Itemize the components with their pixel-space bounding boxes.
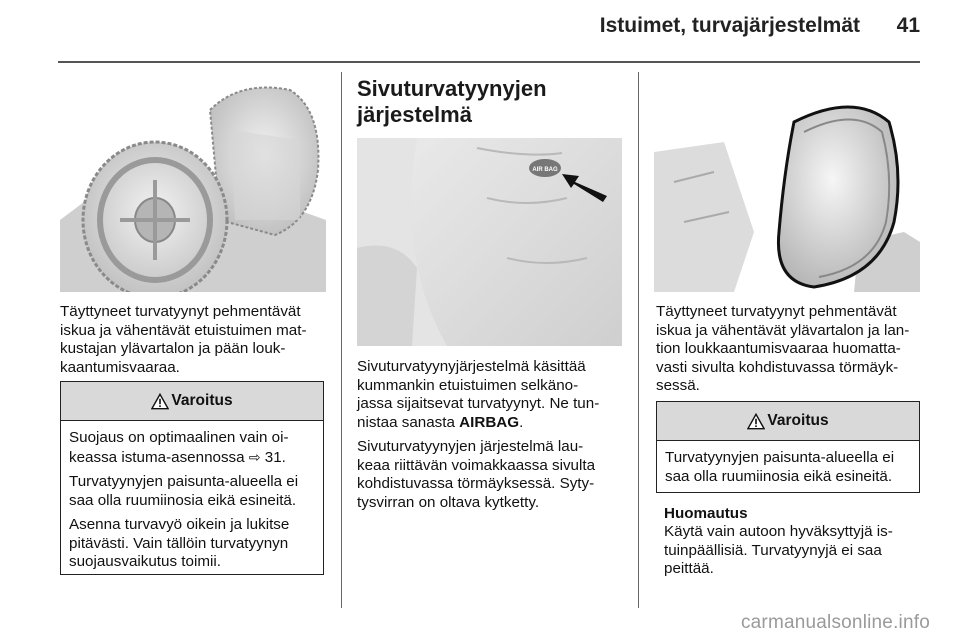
middle-paragraph-2: Sivuturvatyynyjen järjestelmä lau- keaa riittävän voimakkaassa sivulta kohdistuvassa törmäyksessä. Syty- tysvirran on oltava kytketty. (357, 438, 596, 511)
section-title: Sivuturvatyynyjen järjestelmä (357, 76, 547, 127)
middle-text-end: . (519, 413, 524, 431)
page-number: 41 (896, 14, 920, 37)
seat-airbag-label-illustration (357, 138, 622, 346)
warning-box-left (60, 381, 324, 575)
middle-text: Sivuturvatyynyjärjestelmä käsittää kummankin etuistuimen selkäno- jassa sijaitsevat turvatyynyt. Ne tun- nistaa sanasta (357, 358, 600, 431)
warning-box-right (656, 401, 920, 493)
right-caption: Täyttyneet turvatyynyt pehmentävät iskua ja vähentävät ylävartalon ja lan- tion loukkaantumisvaaraa huomatta- vasti sivulta kohdistuvassa törmäyk- sessä. (656, 303, 910, 394)
warning-paragraph-3: Asenna turvavyö oikein ja lukitse pitävästi. Vain tällöin turvatyynyn suojausvaikutus toimii. (69, 516, 290, 570)
middle-paragraph-1 (357, 358, 632, 432)
warning-body (61, 421, 323, 584)
warning-triangle-icon (747, 413, 765, 430)
warning-triangle-icon (151, 393, 169, 410)
warning-header (657, 402, 919, 441)
note-text: Käytä vain autoon hyväksyttyjä is- tuinpäällisiä. Turvatyynyjä ei saa peittää. (664, 523, 893, 577)
warning-paragraph-1: Turvatyynyjen paisunta-alueella ei saa olla ruumiinosia eikä esineitä. (665, 449, 895, 485)
warning-title: Varoitus (767, 412, 829, 429)
page-header-title: Istuimet, turvajärjestelmät (599, 14, 860, 37)
column-divider-right (638, 72, 639, 608)
header-rule (58, 61, 920, 63)
warning-text: Suojaus on optimaalinen vain oi- keassa istuma-asennossa (69, 429, 289, 466)
warning-paragraph-2: Turvatyynyjen paisunta-alueella ei saa olla ruumiinosia eikä esineitä. (69, 473, 299, 509)
note-title: Huomautus (664, 505, 748, 522)
airbag-keyword: AIRBAG (459, 413, 520, 431)
warning-body (657, 441, 919, 498)
warning-title: Varoitus (171, 392, 233, 409)
column-divider-left (341, 72, 342, 608)
left-caption: Täyttyneet turvatyynyt pehmentävät iskua ja vähentävät etuistuimen mat- kustajan ylävartalon ja pään louk- kaantumisvaaraa. (60, 303, 307, 376)
front-airbag-illustration (60, 70, 326, 292)
arrow-reference-icon: ⇨ (248, 448, 261, 465)
side-airbag-illustration (654, 72, 920, 292)
airbag-badge-label: AIR BAG (532, 167, 558, 173)
warning-header (61, 382, 323, 421)
page-reference: 31. (260, 448, 286, 466)
warning-paragraph-1 (69, 429, 315, 467)
watermark: carmanualsonline.info (740, 612, 930, 633)
